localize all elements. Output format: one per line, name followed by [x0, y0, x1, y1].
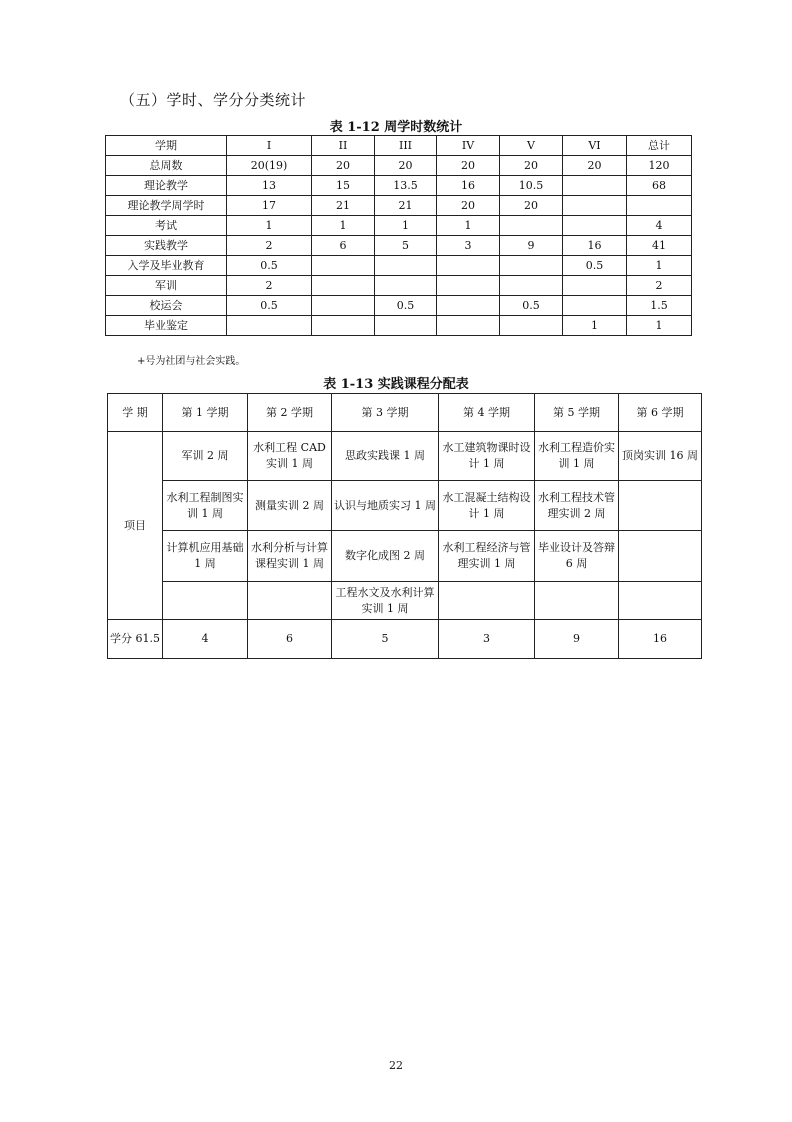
table-cell [500, 256, 563, 276]
table-cell: 2 [227, 236, 312, 256]
credit-row [108, 620, 702, 659]
table-cell: 校运会 [106, 296, 227, 316]
table1-caption: 表 1-12 周学时数统计 [329, 120, 463, 135]
table-header-cell: 第 6 学期 [619, 394, 702, 432]
table-cell: 水工混凝土结构设计 1 周 [439, 481, 535, 531]
table-cell: 10.5 [500, 176, 563, 196]
table-header-cell: 第 4 学期 [439, 394, 535, 432]
table-cell: 20 [375, 156, 437, 176]
table-cell [500, 316, 563, 336]
table-row [108, 481, 702, 531]
table-row [108, 531, 702, 582]
table-header-cell: II [312, 136, 375, 156]
table-row [106, 296, 692, 316]
table-row [106, 256, 692, 276]
table-cell: 实践教学 [106, 236, 227, 256]
table-cell: 认识与地质实习 1 周 [332, 481, 439, 531]
table-cell: 0.5 [500, 296, 563, 316]
table-cell: 13 [227, 176, 312, 196]
table-cell: 20 [500, 196, 563, 216]
table-cell: 思政实践课 1 周 [332, 432, 439, 481]
table-cell: 120 [627, 156, 692, 176]
table-cell: 13.5 [375, 176, 437, 196]
table-cell: 20 [312, 156, 375, 176]
table-header-cell: 第 5 学期 [535, 394, 619, 432]
table-cell: 3 [439, 620, 535, 659]
table-cell: 15 [312, 176, 375, 196]
table-cell: 水工建筑物课时设计 1 周 [439, 432, 535, 481]
table-header-cell: IV [437, 136, 500, 156]
table-header-cell: III [375, 136, 437, 156]
table-cell [563, 276, 627, 296]
table-cell [563, 196, 627, 216]
table-cell: 6 [248, 620, 332, 659]
table-cell: 考试 [106, 216, 227, 236]
table-row [106, 236, 692, 256]
table-cell: 工程水文及水利计算实训 1 周 [332, 582, 439, 620]
table-cell: 2 [627, 276, 692, 296]
section-heading: （五）学时、学分分类统计 [120, 91, 307, 109]
table-cell: 41 [627, 236, 692, 256]
table-cell [535, 582, 619, 620]
table-cell [437, 276, 500, 296]
table-cell [227, 316, 312, 336]
table-cell: 0.5 [375, 296, 437, 316]
table-cell [375, 256, 437, 276]
table-cell: 0.5 [227, 296, 312, 316]
table-cell: 5 [332, 620, 439, 659]
table-header-row [106, 136, 692, 156]
table-cell [312, 316, 375, 336]
table-cell: 水利工程造价实训 1 周 [535, 432, 619, 481]
weekly-hours-table [105, 135, 692, 336]
table-cell [375, 276, 437, 296]
table-cell: 水利工程技术管理实训 2 周 [535, 481, 619, 531]
table-cell: 20 [437, 156, 500, 176]
table-cell: 测量实训 2 周 [248, 481, 332, 531]
table-header-cell: 学期 [106, 136, 227, 156]
credit-label-cell: 学分 61.5 [108, 620, 163, 659]
table-cell [563, 216, 627, 236]
table2-caption: 表 1-13 实践课程分配表 [323, 377, 469, 392]
table-cell: 5 [375, 236, 437, 256]
table-cell: 计算机应用基础 1 周 [163, 531, 248, 582]
table-cell [437, 316, 500, 336]
table-cell: 20 [437, 196, 500, 216]
table-row [106, 316, 692, 336]
table-header-cell: VI [563, 136, 627, 156]
table-cell: 16 [619, 620, 702, 659]
table-cell: 总周数 [106, 156, 227, 176]
table-cell [500, 216, 563, 236]
practice-course-table [107, 393, 702, 659]
table-cell: 2 [227, 276, 312, 296]
table-cell: 17 [227, 196, 312, 216]
table-cell [500, 276, 563, 296]
table1-note: +号为社团与社会实践。 [137, 356, 246, 367]
table-cell: 水利工程制图实训 1 周 [163, 481, 248, 531]
table-cell: 0.5 [227, 256, 312, 276]
table-row [108, 432, 702, 481]
table-row [106, 196, 692, 216]
table-cell: 20(19) [227, 156, 312, 176]
row-label-cell: 项目 [108, 432, 163, 620]
table-cell: 1 [375, 216, 437, 236]
table-cell: 顶岗实训 16 周 [619, 432, 702, 481]
table-cell: 1 [627, 256, 692, 276]
table-header-cell: I [227, 136, 312, 156]
table-row [106, 216, 692, 236]
table-cell: 毕业鉴定 [106, 316, 227, 336]
table-cell: 入学及毕业教育 [106, 256, 227, 276]
table-cell: 军训 [106, 276, 227, 296]
table-cell: 20 [500, 156, 563, 176]
table-cell: 1 [312, 216, 375, 236]
table-cell [563, 296, 627, 316]
table-row [106, 176, 692, 196]
table-cell: 68 [627, 176, 692, 196]
table-cell [312, 276, 375, 296]
table-cell: 16 [563, 236, 627, 256]
table-cell: 3 [437, 236, 500, 256]
table-cell [627, 196, 692, 216]
table-cell [163, 582, 248, 620]
table-cell [248, 582, 332, 620]
table-cell: 水利工程经济与管理实训 1 周 [439, 531, 535, 582]
table-cell [437, 296, 500, 316]
table-cell [619, 531, 702, 582]
table-cell [375, 316, 437, 336]
table-cell: 9 [535, 620, 619, 659]
table-cell: 16 [437, 176, 500, 196]
table-header-row [108, 394, 702, 432]
table-cell: 20 [563, 156, 627, 176]
table-cell [312, 256, 375, 276]
table-header-cell: 学 期 [108, 394, 163, 432]
table-header-cell: 第 1 学期 [163, 394, 248, 432]
table-cell: 理论教学周学时 [106, 196, 227, 216]
table-cell: 1 [227, 216, 312, 236]
table-row [106, 156, 692, 176]
table-row [108, 582, 702, 620]
table-header-cell: V [500, 136, 563, 156]
table-cell: 水利分析与计算课程实训 1 周 [248, 531, 332, 582]
table-cell: 1 [437, 216, 500, 236]
table-cell: 军训 2 周 [163, 432, 248, 481]
table-header-cell: 总计 [627, 136, 692, 156]
table-cell: 理论教学 [106, 176, 227, 196]
table-cell [312, 296, 375, 316]
table-cell: 9 [500, 236, 563, 256]
table-cell: 1 [627, 316, 692, 336]
table-cell: 6 [312, 236, 375, 256]
table-row [106, 276, 692, 296]
table-cell: 4 [627, 216, 692, 236]
table-header-cell: 第 3 学期 [332, 394, 439, 432]
table-cell [619, 582, 702, 620]
page-number: 22 [389, 1059, 403, 1072]
table-cell: 数字化成图 2 周 [332, 531, 439, 582]
table-cell: 4 [163, 620, 248, 659]
table-cell: 1.5 [627, 296, 692, 316]
table-cell [437, 256, 500, 276]
table-header-cell: 第 2 学期 [248, 394, 332, 432]
table-cell [439, 582, 535, 620]
table-cell: 21 [312, 196, 375, 216]
table-cell: 1 [563, 316, 627, 336]
table-cell: 毕业设计及答辩 6 周 [535, 531, 619, 582]
table-cell: 水利工程 CAD 实训 1 周 [248, 432, 332, 481]
table-cell: 21 [375, 196, 437, 216]
table-cell [619, 481, 702, 531]
table-cell [563, 176, 627, 196]
table-cell: 0.5 [563, 256, 627, 276]
